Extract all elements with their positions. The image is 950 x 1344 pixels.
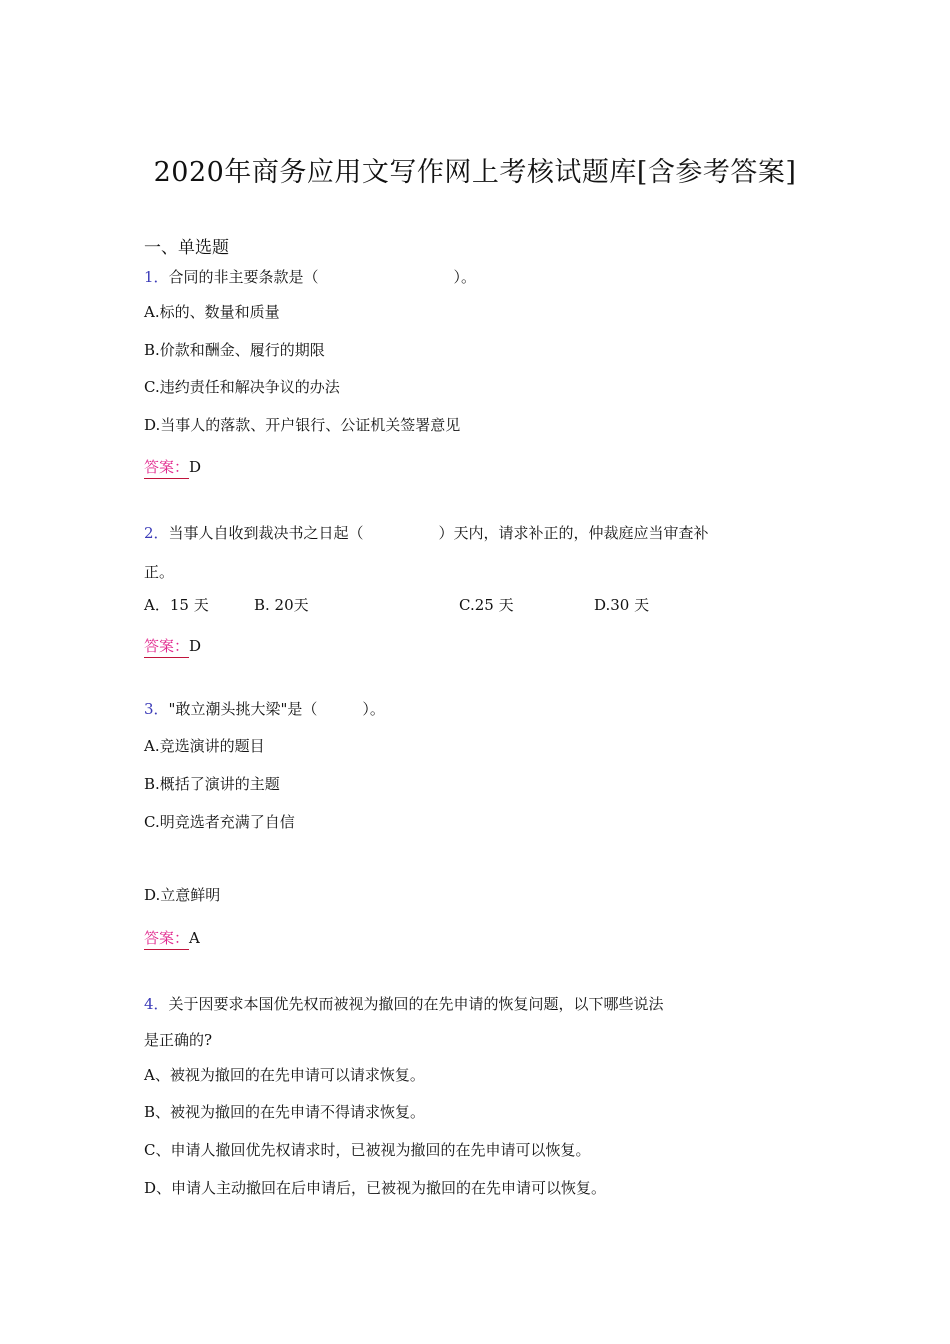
question-1-option-b: B.价款和酬金、履行的期限 — [144, 341, 325, 359]
question-2-answer — [144, 635, 201, 658]
question-text: "敢立潮头挑大梁"是（ ）。 — [168, 700, 385, 718]
question-text: 合同的非主要条款是（ ）。 — [168, 268, 477, 286]
document-title: 2020年商务应用文写作网上考核试题库[含参考答案] — [153, 157, 797, 188]
question-number: 1． — [144, 268, 169, 286]
answer-label: 答案： — [144, 635, 189, 658]
question-4-option-a: A、被视为撤回的在先申请可以请求恢复。 — [144, 1066, 425, 1084]
question-4-option-c: C、申请人撤回优先权请求时，已被视为撤回的在先申请可以恢复。 — [144, 1141, 591, 1159]
question-4-stem-continued: 是正确的? — [144, 1031, 213, 1049]
question-3-option-c: C.明竞选者充满了自信 — [144, 813, 295, 831]
question-3-option-d: D.立意鲜明 — [144, 886, 221, 904]
question-number: 3． — [144, 700, 169, 718]
question-1-option-c: C.违约责任和解决争议的办法 — [144, 378, 340, 396]
question-number: 2． — [144, 524, 169, 542]
question-1-stem — [144, 266, 476, 287]
question-4-option-b: B、被视为撤回的在先申请不得请求恢复。 — [144, 1103, 426, 1121]
question-3-option-a: A.竞选演讲的题目 — [144, 737, 265, 755]
section-heading: 一、单选题 — [144, 238, 229, 258]
question-3-option-b: B.概括了演讲的主题 — [144, 775, 280, 793]
question-4-stem — [144, 993, 664, 1014]
question-2-stem — [144, 522, 709, 543]
question-4-option-d: D、申请人主动撤回在后申请后，已被视为撤回的在先申请可以恢复。 — [144, 1179, 607, 1197]
question-2-stem-continued: 正。 — [144, 563, 175, 581]
answer-value: D — [189, 458, 202, 476]
answer-value: A — [189, 929, 200, 947]
question-2-option-c: C.25 天 — [459, 596, 514, 614]
answer-label: 答案： — [144, 456, 189, 479]
question-number: 4． — [144, 995, 169, 1013]
question-2-option-d: D.30 天 — [594, 596, 650, 614]
question-1-option-a: A.标的、数量和质量 — [144, 303, 280, 321]
question-1-answer — [144, 456, 201, 479]
question-text: 当事人自收到裁决书之日起（ ）天内，请求补正的，仲裁庭应当审查补 — [168, 524, 709, 542]
question-2-option-b: B. 20天 — [254, 596, 309, 614]
question-3-stem — [144, 698, 385, 719]
question-1-option-d: D.当事人的落款、开户银行、公证机关签署意见 — [144, 416, 461, 434]
answer-value: D — [189, 637, 202, 655]
question-2-option-a: A．15 天 — [144, 596, 209, 614]
question-3-answer — [144, 927, 200, 950]
answer-label: 答案： — [144, 927, 189, 950]
question-text: 关于因要求本国优先权而被视为撤回的在先申请的恢复问题，以下哪些说法 — [168, 995, 664, 1013]
